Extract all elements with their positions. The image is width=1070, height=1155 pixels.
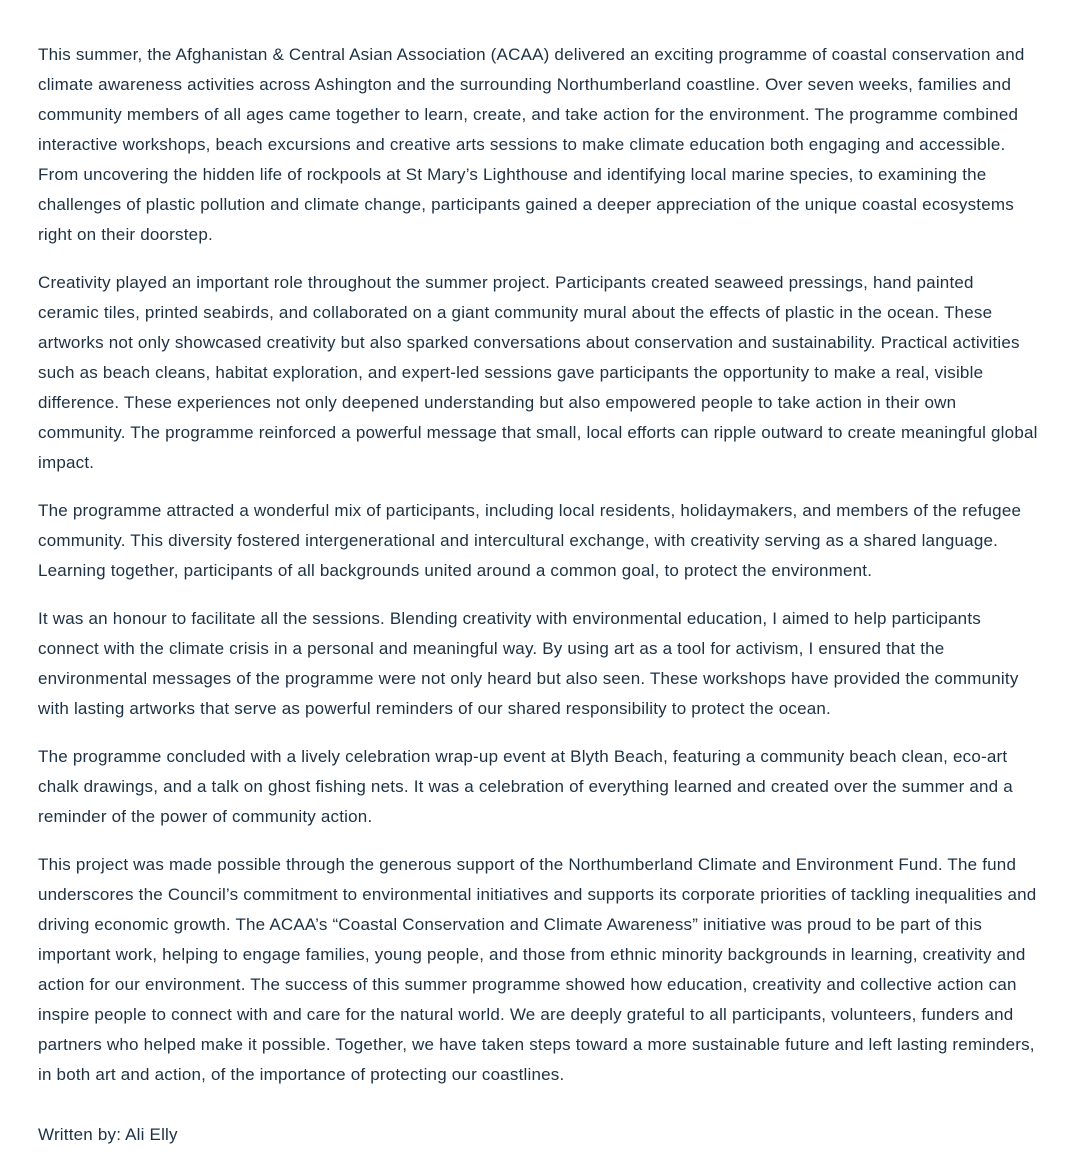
paragraph-intro: This summer, the Afghanistan & Central Asian Association (ACAA) delivered an exciting programme of coastal conservation and climate awareness activities across Ashington and the surrounding Northumberland coastline. Over seven weeks, families and community members of all ages came together to learn, create, and take action for the environment. The programme combined interactive workshops, beach excursions and creative arts sessions to make climate education both engaging and accessible. From uncovering the hidden life of rockpools at St Mary’s Lighthouse and identifying local marine species, to examining the challenges of plastic pollution and climate change, participants gained a deeper appreciation of the unique coastal ecosystems right on their doorstep. [38, 45, 1025, 244]
byline: Written by: Ali Elly [38, 1125, 178, 1144]
paragraph-participants: The programme attracted a wonderful mix of participants, including local residents, holidaymakers, and members of the refugee community. This diversity fostered intergenerational and intercultural exchange, with creativity serving as a shared language. Learning together, participants of all backgrounds united around a common goal, to protect the environment. [38, 501, 1022, 580]
paragraph-creativity: Creativity played an important role throughout the summer project. Participants created seaweed pressings, hand painted ceramic tiles, printed seabirds, and collaborated on a giant community mural about the effects of plastic in the ocean. These artworks not only showcased creativity but also sparked conversations about conservation and sustainability. Practical activities such as beach cleans, habitat exploration, and expert-led sessions gave participants the opportunity to make a real, visible difference. These experiences not only deepened understanding but also empowered people to take action in their own community. The programme reinforced a powerful message that small, local efforts can ripple outward to create meaningful global impact. [38, 273, 1038, 472]
paragraph-celebration: The programme concluded with a lively celebration wrap-up event at Blyth Beach, featuring a community beach clean, eco-art chalk drawings, and a talk on ghost fishing nets. It was a celebration of everything learned and created over the summer and a reminder of the power of community action. [38, 747, 1013, 826]
article-body [38, 40, 1038, 1150]
paragraph-facilitation: It was an honour to facilitate all the sessions. Blending creativity with environmental education, I aimed to help participants connect with the climate crisis in a personal and meaningful way. By using art as a tool for activism, I ensured that the environmental messages of the programme were not only heard but also seen. These workshops have provided the community with lasting artworks that serve as powerful reminders of our shared responsibility to protect the ocean. [38, 609, 1019, 718]
paragraph-funding: This project was made possible through the generous support of the Northumberland Climate and Environment Fund. The fund underscores the Council’s commitment to environmental initiatives and supports its corporate priorities of tackling inequalities and driving economic growth. The ACAA’s “Coastal Conservation and Climate Awareness” initiative was proud to be part of this important work, helping to engage families, young people, and those from ethnic minority backgrounds in learning, creativity and action for our environment. The success of this summer programme showed how education, creativity and collective action can inspire people to connect with and care for the natural world. We are deeply grateful to all participants, volunteers, funders and partners who helped make it possible. Together, we have taken steps toward a more sustainable future and left lasting reminders, in both art and action, of the importance of protecting our coastlines. [38, 855, 1037, 1084]
